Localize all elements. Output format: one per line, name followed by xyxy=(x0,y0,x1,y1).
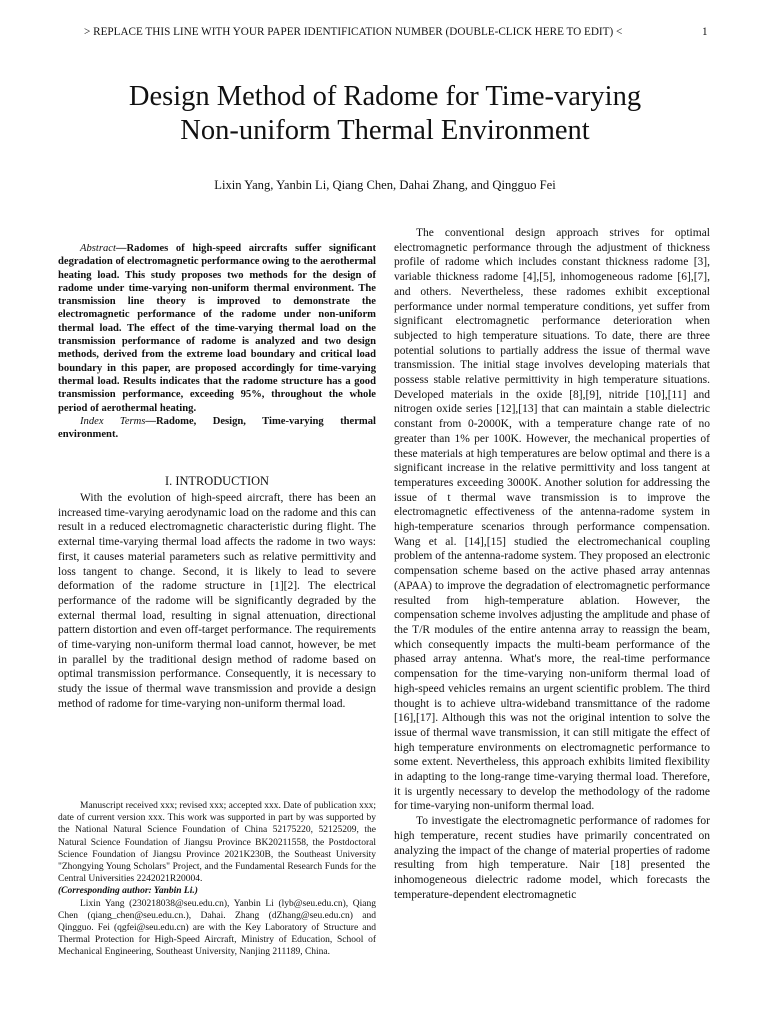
author-list: Lixin Yang, Yanbin Li, Qiang Chen, Dahai Zhang, and Qingguo Fei xyxy=(214,178,556,192)
index-terms-label: Index Terms xyxy=(80,415,146,427)
right-paragraph-2: To investigate the electromagnetic performance of radomes for high temperature, recent studies have primarily concentrated on analyzing the impact of the change of material properties of radome resulting from high temperature. Nair [18] presented the inhomogeneous dielectric radome model, which forecasts the temperature-dependent electromagnetic xyxy=(394,815,710,901)
footnote xyxy=(58,800,376,959)
abstract-label: Abstract xyxy=(80,243,116,254)
footnote-affiliations: Lixin Yang (230218038@seu.edu.cn), Yanbin Li (lyb@seu.edu.cn), Qiang Chen (qiang_chen@seu.edu.cn.), Dahai. Zhang (dZhang@seu.edu.cn) and Qingguo. Fei (qgfei@seu.edu.cn) are with the Key Laboratory of Structure and Thermal Protection for High-Speed Aircraft, Ministry of Education, School of Mechanical Engineering, Southeast University, Nanjing 211189, China. xyxy=(58,898,376,958)
introduction-paragraph: With the evolution of high-speed aircraft, there has been an increased time-varying aerodynamic load on the radome and this can result in a reduced electromagnetic characteristic during flight. The external time-varying thermal load affects the radome in two ways: first, it causes material parameters such as relative permittivity and loss tangent to change. Second, it is likely to lead to severe deformation of the radome structure in [1][2]. The electrical performance of the radome will be significantly degraded by the external thermal load, resulting in signal attenuation, directional pattern distortion and even off-target performance. The requirements of time-varying non-uniform thermal load cannot, however, be met in parallel by the traditional design method of radome based on optimal transmission performance. Consequently, it is necessary to study the issue of thermal wave transmission and provide a design method of radome for time-varying non-uniform thermal load. xyxy=(58,492,376,710)
abstract-text: —Radomes of high-speed aircrafts suffer significant degradation of electromagnetic performance owing to the aerothermal heating load. This study proposes two methods for the design of radome under time-varying non-uniform thermal environment. The transmission line theory is improved to demonstrate the electromagnetic performance of the radome under non-uniform thermal load. The effect of the time-varying thermal load on the transmission performance of radome is analyzed and two design methods, derived from the extreme load boundary and critical load boundary in this paper, are proposed accordingly for time-varying thermal load. Results indicates that the radome structure has a good transmission performance, exceeding 95%, throughout the whole period of aerothermal heating. xyxy=(58,243,376,414)
section-heading-introduction: I. INTRODUCTION xyxy=(165,474,269,488)
index-terms-text: —Radome, Design, Time-varying thermal environment. xyxy=(58,415,376,441)
right-column-body xyxy=(394,226,710,902)
footnote-funding-text: Manuscript received xxx; revised xxx; accepted xxx. Date of publication xxx; date of current version xxx. This work was supported in part by was supported by the National Natural Science Foundation of China 52175220, 52125209, the Natural Science Foundation of Jiangsu Province BK20211558, the Postdoctoral Science Foundation of Jiangsu Province 2021K230B, the Southeast University "Zhongying Young Scholars" Project, and the Fundamental Research Funds for the Central Universities 2242021R20004. xyxy=(58,801,376,885)
footnote-funding xyxy=(58,800,376,898)
index-terms xyxy=(58,415,376,442)
page-number: 1 xyxy=(702,26,708,38)
running-head: > REPLACE THIS LINE WITH YOUR PAPER IDENTIFICATION NUMBER (DOUBLE-CLICK HERE TO EDIT) < xyxy=(84,26,623,38)
title-line-2: Non-uniform Thermal Environment xyxy=(180,115,590,146)
paper-title xyxy=(80,80,690,148)
corresponding-author: (Corresponding author: Yanbin Li.) xyxy=(58,886,198,897)
introduction-body xyxy=(58,491,376,712)
abstract-block xyxy=(58,242,376,441)
right-paragraph-1: The conventional design approach strives for optimal electromagnetic performance through the adjustment of thickness profile of radome which includes constant thickness radome [3], variable thickness radome [4],[5], inhomogeneous radome [6],[7], and others. Nevertheless, these radomes exhibit exceptional performance under normal temperature conditions, yet suffer from significant electromagnetic performance deterioration when subjected to high temperature situations. To date, there are three potential solutions to partially address the issue of thermal wave transmission. The initial stage involves developing materials that possess stable relative permittivity in high temperature situations. Developed materials in the oxide [8],[9], nitride [10],[11] and nitrogen oxide series [12],[13] that can maintain a stable dielectric constant from 0-2000K, with a temperature change rate of no greater than 1% per 100K. However, the mechanical properties of these materials at high temperatures are below optimal and there is a significant increase in the relative permittivity and loss tangent at temperatures exceeding 3000K. Another solution for addressing the issue of t thermal wave transmission is to improve the electromagnetic effectiveness of the antenna-radome system in high-temperature scenarios through performance compensation. Wang et al. [14],[15] studied the electromechanical coupling problem of the antenna-radome system. They proposed an electronic compensation scheme based on the active phased array antennas (APAA) to improve the degradation of electromagnetic performance resulted from high-temperature ablation. However, the compensation scheme involves adjusting the amplitude and phase of the T/R modules of the entire antenna array to reassign the beam, which consequently impacts the multi-beam performance of the phased array antenna. What's more, the real-time performance compensation for the time-varying non-uniform thermal load of high-speed vehicles remains an urgent scientific problem. The third thought is to achieve ultra-wideband transmittance of the radome [16],[17]. Although this was not the original intention to solve the issue of thermal wave transmission, it can still mitigate the effect of high temperature environments on electromagnetic performance to some extent. Nevertheless, this approach exhibits limited flexibility in adapting to the long-range time-varying thermal load. Therefore, it is urgently necessary to develop the methodology of the radome for time-varying non-uniform thermal load. xyxy=(394,227,710,813)
abstract-paragraph xyxy=(58,242,376,415)
title-line-1: Design Method of Radome for Time-varying xyxy=(128,81,642,112)
